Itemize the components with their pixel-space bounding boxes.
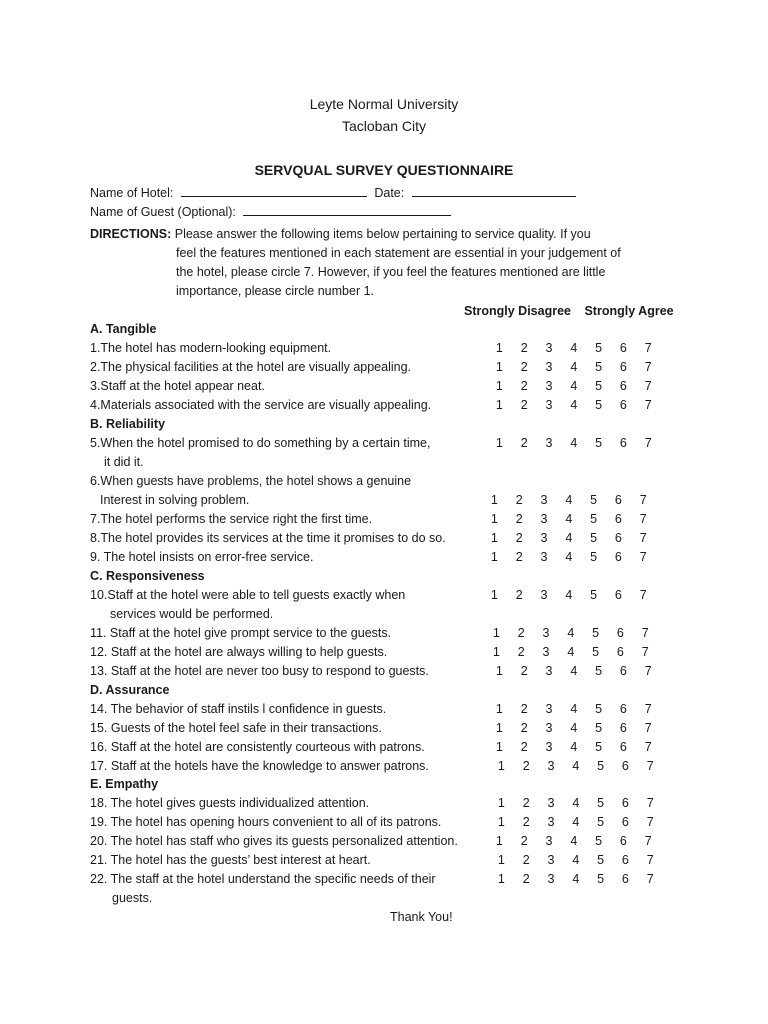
question-item-1: 1.The hotel has modern-looking equipment. bbox=[90, 341, 332, 355]
question-item-2: 2.The physical facilities at the hotel are visually appealing. bbox=[90, 360, 412, 374]
rating-option-4[interactable]: 4 bbox=[570, 341, 578, 355]
rating-scale bbox=[487, 664, 661, 678]
rating-option-6[interactable]: 6 bbox=[621, 853, 629, 867]
guest-name-label: Name of Guest (Optional): bbox=[90, 205, 236, 219]
rating-option-2[interactable]: 2 bbox=[520, 341, 528, 355]
rating-option-7[interactable]: 7 bbox=[639, 512, 647, 526]
rating-option-4[interactable]: 4 bbox=[565, 588, 573, 602]
rating-option-6[interactable]: 6 bbox=[619, 721, 627, 735]
rating-option-6[interactable]: 6 bbox=[619, 740, 627, 754]
rating-option-5[interactable]: 5 bbox=[595, 360, 603, 374]
rating-scale bbox=[489, 853, 663, 867]
rating-option-1[interactable]: 1 bbox=[492, 626, 500, 640]
rating-option-6[interactable]: 6 bbox=[616, 645, 624, 659]
rating-option-1[interactable]: 1 bbox=[490, 588, 498, 602]
rating-option-6[interactable]: 6 bbox=[621, 796, 629, 810]
rating-option-6[interactable]: 6 bbox=[614, 588, 622, 602]
hotel-date-row bbox=[90, 184, 580, 200]
question-item-3: 3.Staff at the hotel appear neat. bbox=[90, 379, 265, 393]
rating-option-1[interactable]: 1 bbox=[495, 664, 503, 678]
rating-option-1[interactable]: 1 bbox=[497, 815, 505, 829]
rating-option-1[interactable]: 1 bbox=[497, 872, 505, 886]
rating-option-5[interactable]: 5 bbox=[595, 664, 603, 678]
question-item-7: 7.The hotel performs the service right the first time. bbox=[90, 512, 373, 526]
rating-option-2[interactable]: 2 bbox=[520, 721, 528, 735]
rating-option-5[interactable]: 5 bbox=[595, 702, 603, 716]
rating-option-1[interactable]: 1 bbox=[490, 512, 498, 526]
rating-option-1[interactable]: 1 bbox=[492, 645, 500, 659]
rating-option-2[interactable]: 2 bbox=[515, 512, 523, 526]
rating-option-7[interactable]: 7 bbox=[646, 872, 654, 886]
rating-option-7[interactable]: 7 bbox=[644, 436, 652, 450]
rating-option-3[interactable]: 3 bbox=[545, 398, 553, 412]
rating-option-3[interactable]: 3 bbox=[540, 512, 548, 526]
question-item-22-continuation: guests. bbox=[112, 891, 153, 905]
rating-option-2[interactable]: 2 bbox=[520, 436, 528, 450]
directions-line-4: importance, please circle number 1. bbox=[176, 284, 375, 298]
rating-scale bbox=[487, 341, 661, 355]
rating-option-5[interactable]: 5 bbox=[595, 341, 603, 355]
rating-option-6[interactable]: 6 bbox=[614, 550, 622, 564]
rating-option-2[interactable]: 2 bbox=[520, 360, 528, 374]
rating-option-3[interactable]: 3 bbox=[540, 493, 548, 507]
thank-you: Thank You! bbox=[390, 910, 453, 924]
rating-option-4[interactable]: 4 bbox=[565, 550, 573, 564]
rating-scale bbox=[487, 702, 661, 716]
rating-option-3[interactable]: 3 bbox=[545, 834, 553, 848]
rating-option-1[interactable]: 1 bbox=[495, 398, 503, 412]
rating-option-7[interactable]: 7 bbox=[644, 398, 652, 412]
rating-scale bbox=[482, 531, 656, 545]
rating-option-7[interactable]: 7 bbox=[639, 588, 647, 602]
rating-option-1[interactable]: 1 bbox=[495, 436, 503, 450]
rating-option-3[interactable]: 3 bbox=[540, 550, 548, 564]
rating-scale bbox=[487, 721, 661, 735]
rating-option-5[interactable]: 5 bbox=[595, 379, 603, 393]
rating-option-4[interactable]: 4 bbox=[567, 626, 575, 640]
rating-option-7[interactable]: 7 bbox=[644, 664, 652, 678]
rating-scale bbox=[487, 398, 661, 412]
rating-option-5[interactable]: 5 bbox=[597, 853, 605, 867]
rating-option-3[interactable]: 3 bbox=[545, 740, 553, 754]
directions-text: Please answer the following items below pertaining to service quality. If you bbox=[174, 227, 591, 241]
rating-scale bbox=[484, 626, 658, 640]
question-item-14: 14. The behavior of staff instils l confidence in guests. bbox=[90, 702, 387, 716]
rating-option-1[interactable]: 1 bbox=[495, 834, 503, 848]
rating-option-6[interactable]: 6 bbox=[619, 398, 627, 412]
question-item-6-continuation: Interest in solving problem. bbox=[100, 493, 250, 507]
rating-option-3[interactable]: 3 bbox=[545, 360, 553, 374]
rating-option-3[interactable]: 3 bbox=[542, 626, 550, 640]
rating-option-6[interactable]: 6 bbox=[619, 664, 627, 678]
rating-option-2[interactable]: 2 bbox=[520, 702, 528, 716]
rating-option-6[interactable]: 6 bbox=[614, 493, 622, 507]
rating-scale bbox=[487, 834, 661, 848]
rating-option-2[interactable]: 2 bbox=[522, 872, 530, 886]
rating-option-6[interactable]: 6 bbox=[619, 341, 627, 355]
rating-scale bbox=[487, 379, 661, 393]
rating-option-5[interactable]: 5 bbox=[595, 834, 603, 848]
question-item-22: 22. The staff at the hotel understand the specific needs of their bbox=[90, 872, 436, 886]
rating-option-4[interactable]: 4 bbox=[572, 872, 580, 886]
section-empathy: E. Empathy bbox=[90, 777, 159, 791]
rating-option-5[interactable]: 5 bbox=[597, 815, 605, 829]
rating-option-5[interactable]: 5 bbox=[597, 872, 605, 886]
question-item-16: 16. Staff at the hotel are consistently courteous with patrons. bbox=[90, 740, 425, 754]
rating-option-1[interactable]: 1 bbox=[495, 702, 503, 716]
rating-option-4[interactable]: 4 bbox=[570, 664, 578, 678]
rating-option-7[interactable]: 7 bbox=[641, 645, 649, 659]
rating-option-2[interactable]: 2 bbox=[520, 834, 528, 848]
hotel-name-label: Name of Hotel: bbox=[90, 186, 174, 200]
rating-option-4[interactable]: 4 bbox=[570, 379, 578, 393]
rating-option-5[interactable]: 5 bbox=[590, 550, 598, 564]
directions-line-3: the hotel, please circle 7. However, if you feel the features mentioned are little bbox=[176, 265, 606, 279]
rating-option-3[interactable]: 3 bbox=[547, 853, 555, 867]
rating-option-7[interactable]: 7 bbox=[644, 341, 652, 355]
rating-option-4[interactable]: 4 bbox=[570, 360, 578, 374]
rating-option-4[interactable]: 4 bbox=[570, 834, 578, 848]
question-item-13: 13. Staff at the hotel are never too busy to respond to guests. bbox=[90, 664, 429, 678]
rating-option-2[interactable]: 2 bbox=[515, 588, 523, 602]
rating-option-4[interactable]: 4 bbox=[572, 853, 580, 867]
rating-option-3[interactable]: 3 bbox=[545, 664, 553, 678]
rating-option-6[interactable]: 6 bbox=[619, 702, 627, 716]
rating-scale bbox=[487, 740, 661, 754]
rating-option-6[interactable]: 6 bbox=[621, 759, 629, 773]
rating-option-1[interactable]: 1 bbox=[495, 721, 503, 735]
question-item-12: 12. Staff at the hotel are always willing to help guests. bbox=[90, 645, 388, 659]
rating-option-6[interactable]: 6 bbox=[621, 872, 629, 886]
rating-option-6[interactable]: 6 bbox=[619, 834, 627, 848]
question-item-10: 10.Staff at the hotel were able to tell guests exactly when bbox=[90, 588, 406, 602]
question-item-21: 21. The hotel has the guests’ best interest at heart. bbox=[90, 853, 371, 867]
rating-option-4[interactable]: 4 bbox=[565, 531, 573, 545]
rating-option-5[interactable]: 5 bbox=[590, 588, 598, 602]
rating-scale bbox=[489, 815, 663, 829]
rating-option-4[interactable]: 4 bbox=[570, 721, 578, 735]
rating-option-7[interactable]: 7 bbox=[644, 360, 652, 374]
rating-option-5[interactable]: 5 bbox=[597, 796, 605, 810]
question-item-18: 18. The hotel gives guests individualized attention. bbox=[90, 796, 370, 810]
rating-option-1[interactable]: 1 bbox=[497, 759, 505, 773]
question-item-6: 6.When guests have problems, the hotel shows a genuine bbox=[90, 474, 412, 488]
directions-line-2: feel the features mentioned in each statement are essential in your judgement of bbox=[176, 246, 621, 260]
rating-option-7[interactable]: 7 bbox=[639, 531, 647, 545]
rating-option-1[interactable]: 1 bbox=[497, 853, 505, 867]
rating-option-3[interactable]: 3 bbox=[547, 872, 555, 886]
rating-option-3[interactable]: 3 bbox=[540, 531, 548, 545]
rating-option-6[interactable]: 6 bbox=[616, 626, 624, 640]
question-item-4: 4.Materials associated with the service are visually appealing. bbox=[90, 398, 432, 412]
scale-left-label: Strongly Disagree bbox=[464, 304, 571, 318]
rating-option-7[interactable]: 7 bbox=[639, 550, 647, 564]
rating-option-6[interactable]: 6 bbox=[614, 531, 622, 545]
guest-name-field[interactable] bbox=[243, 203, 451, 216]
hotel-name-field[interactable] bbox=[181, 184, 367, 197]
guest-row bbox=[90, 203, 455, 219]
rating-option-2[interactable]: 2 bbox=[522, 815, 530, 829]
rating-scale bbox=[482, 493, 656, 507]
rating-option-2[interactable]: 2 bbox=[515, 531, 523, 545]
rating-option-2[interactable]: 2 bbox=[517, 645, 525, 659]
rating-option-4[interactable]: 4 bbox=[572, 759, 580, 773]
rating-option-1[interactable]: 1 bbox=[490, 493, 498, 507]
rating-option-3[interactable]: 3 bbox=[540, 588, 548, 602]
question-item-8: 8.The hotel provides its services at the time it promises to do so. bbox=[90, 531, 446, 545]
rating-option-7[interactable]: 7 bbox=[644, 379, 652, 393]
question-item-5: 5.When the hotel promised to do something by a certain time, bbox=[90, 436, 431, 450]
question-item-20: 20. The hotel has staff who gives its guests personalized attention. bbox=[90, 834, 458, 848]
rating-option-5[interactable]: 5 bbox=[595, 398, 603, 412]
rating-option-1[interactable]: 1 bbox=[497, 796, 505, 810]
rating-option-7[interactable]: 7 bbox=[646, 796, 654, 810]
rating-option-7[interactable]: 7 bbox=[639, 493, 647, 507]
page-title: SERVQUAL SURVEY QUESTIONNAIRE bbox=[254, 162, 514, 178]
rating-option-5[interactable]: 5 bbox=[595, 436, 603, 450]
rating-scale bbox=[482, 588, 656, 602]
rating-option-5[interactable]: 5 bbox=[590, 493, 598, 507]
rating-option-3[interactable]: 3 bbox=[547, 815, 555, 829]
rating-option-5[interactable]: 5 bbox=[592, 645, 600, 659]
rating-option-3[interactable]: 3 bbox=[547, 759, 555, 773]
rating-option-1[interactable]: 1 bbox=[490, 531, 498, 545]
rating-option-2[interactable]: 2 bbox=[520, 664, 528, 678]
rating-scale bbox=[489, 872, 663, 886]
rating-option-5[interactable]: 5 bbox=[592, 626, 600, 640]
rating-option-4[interactable]: 4 bbox=[567, 645, 575, 659]
university-name: Leyte Normal University bbox=[309, 96, 459, 112]
rating-option-7[interactable]: 7 bbox=[644, 721, 652, 735]
rating-option-3[interactable]: 3 bbox=[545, 721, 553, 735]
rating-option-7[interactable]: 7 bbox=[641, 626, 649, 640]
section-tangible: A. Tangible bbox=[90, 322, 157, 336]
question-item-17: 17. Staff at the hotels have the knowledge to answer patrons. bbox=[90, 759, 429, 773]
rating-option-6[interactable]: 6 bbox=[619, 436, 627, 450]
scale-right-label: Strongly Agree bbox=[584, 304, 674, 318]
rating-option-4[interactable]: 4 bbox=[570, 436, 578, 450]
rating-option-6[interactable]: 6 bbox=[614, 512, 622, 526]
rating-option-6[interactable]: 6 bbox=[619, 360, 627, 374]
rating-option-6[interactable]: 6 bbox=[619, 379, 627, 393]
rating-option-3[interactable]: 3 bbox=[545, 436, 553, 450]
rating-option-4[interactable]: 4 bbox=[572, 796, 580, 810]
city-name: Tacloban City bbox=[341, 118, 427, 134]
rating-option-7[interactable]: 7 bbox=[646, 853, 654, 867]
rating-option-4[interactable]: 4 bbox=[565, 493, 573, 507]
rating-option-4[interactable]: 4 bbox=[570, 702, 578, 716]
section-responsiveness: C. Responsiveness bbox=[90, 569, 205, 583]
rating-option-5[interactable]: 5 bbox=[595, 740, 603, 754]
rating-option-3[interactable]: 3 bbox=[545, 379, 553, 393]
rating-option-5[interactable]: 5 bbox=[595, 721, 603, 735]
scale-header bbox=[464, 304, 674, 318]
rating-option-1[interactable]: 1 bbox=[495, 379, 503, 393]
rating-scale bbox=[489, 796, 663, 810]
question-item-10-continuation: services would be performed. bbox=[110, 607, 274, 621]
directions-line-1 bbox=[90, 227, 591, 241]
rating-option-2[interactable]: 2 bbox=[520, 740, 528, 754]
rating-option-4[interactable]: 4 bbox=[565, 512, 573, 526]
rating-scale bbox=[484, 645, 658, 659]
rating-option-2[interactable]: 2 bbox=[520, 379, 528, 393]
rating-option-2[interactable]: 2 bbox=[515, 550, 523, 564]
rating-option-2[interactable]: 2 bbox=[522, 796, 530, 810]
rating-option-1[interactable]: 1 bbox=[490, 550, 498, 564]
rating-scale bbox=[489, 759, 663, 773]
rating-option-3[interactable]: 3 bbox=[542, 645, 550, 659]
rating-option-2[interactable]: 2 bbox=[522, 759, 530, 773]
rating-option-7[interactable]: 7 bbox=[646, 815, 654, 829]
rating-scale bbox=[482, 550, 656, 564]
rating-option-3[interactable]: 3 bbox=[545, 341, 553, 355]
rating-option-1[interactable]: 1 bbox=[495, 341, 503, 355]
rating-option-4[interactable]: 4 bbox=[570, 398, 578, 412]
rating-option-6[interactable]: 6 bbox=[621, 815, 629, 829]
date-label: Date: bbox=[374, 186, 405, 200]
rating-option-4[interactable]: 4 bbox=[570, 740, 578, 754]
section-assurance: D. Assurance bbox=[90, 683, 170, 697]
rating-option-2[interactable]: 2 bbox=[515, 493, 523, 507]
rating-option-1[interactable]: 1 bbox=[495, 740, 503, 754]
rating-option-4[interactable]: 4 bbox=[572, 815, 580, 829]
rating-option-3[interactable]: 3 bbox=[545, 702, 553, 716]
rating-option-3[interactable]: 3 bbox=[547, 796, 555, 810]
rating-scale bbox=[487, 436, 661, 450]
question-item-15: 15. Guests of the hotel feel safe in their transactions. bbox=[90, 721, 382, 735]
rating-option-2[interactable]: 2 bbox=[517, 626, 525, 640]
date-field[interactable] bbox=[412, 184, 576, 197]
rating-option-7[interactable]: 7 bbox=[644, 702, 652, 716]
section-reliability: B. Reliability bbox=[90, 417, 166, 431]
rating-option-2[interactable]: 2 bbox=[522, 853, 530, 867]
rating-scale bbox=[482, 512, 656, 526]
question-item-5-continuation: it did it. bbox=[104, 455, 144, 469]
rating-option-7[interactable]: 7 bbox=[646, 759, 654, 773]
rating-option-7[interactable]: 7 bbox=[644, 834, 652, 848]
directions-label: DIRECTIONS: bbox=[90, 227, 172, 241]
rating-option-5[interactable]: 5 bbox=[590, 531, 598, 545]
rating-option-7[interactable]: 7 bbox=[644, 740, 652, 754]
rating-option-2[interactable]: 2 bbox=[520, 398, 528, 412]
question-item-11: 11. Staff at the hotel give prompt service to the guests. bbox=[90, 626, 392, 640]
rating-scale bbox=[487, 360, 661, 374]
question-item-9: 9. The hotel insists on error-free service. bbox=[90, 550, 314, 564]
rating-option-5[interactable]: 5 bbox=[590, 512, 598, 526]
rating-option-1[interactable]: 1 bbox=[495, 360, 503, 374]
question-item-19: 19. The hotel has opening hours convenient to all of its patrons. bbox=[90, 815, 442, 829]
rating-option-5[interactable]: 5 bbox=[597, 759, 605, 773]
